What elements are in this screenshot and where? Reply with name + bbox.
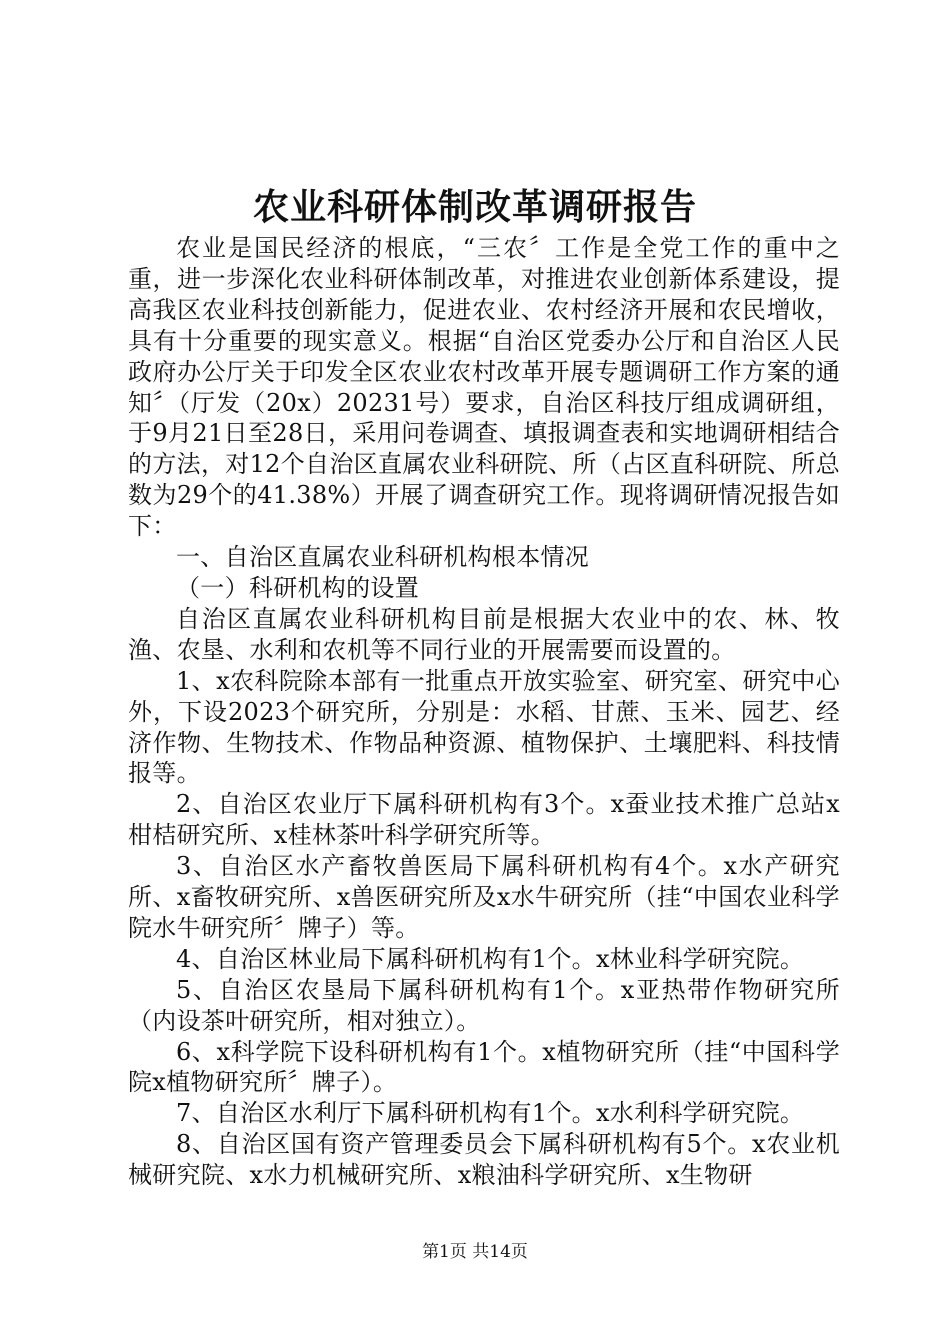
paragraph-overview: 自治区直属农业科研机构目前是根据大农业中的农、林、牧渔、农垦、水利和农机等不同行业的开展需要而设置的。 [128,604,840,664]
list-item-6: 6、x科学院下设科研机构有1个。x植物研究所（挂“中国科学院x植物研究所〞牌子）。 [128,1037,840,1097]
page-number-footer: 第1页 共14页 [422,1242,528,1262]
list-item-5: 5、自治区农垦局下属科研机构有1个。x亚热带作物研究所（内设茶叶研究所，相对独立）。 [128,975,840,1035]
list-item-3: 3、自治区水产畜牧兽医局下属科研机构有4个。x水产研究所、x畜牧研究所、x兽医研究所及x水牛研究所（挂“中国农业科学院水牛研究所〞牌子）等。 [128,852,840,942]
list-item-4: 4、自治区林业局下属科研机构有1个。x林业科学研究院。 [176,944,805,973]
list-item-8: 8、自治区国有资产管理委员会下属科研机构有5个。x农业机械研究院、x水力机械研究所、x粮油科学研究所、x生物研 [128,1130,840,1190]
subsection-heading-1: （一）科研机构的设置 [176,573,419,602]
document-body [128,233,840,1191]
paragraph-intro: 农业是国民经济的根底，“三农〞工作是全党工作的重中之重，进一步深化农业科研体制改革，对推进农业创新体系建设，提高我区农业科技创新能力，促进农业、农村经济开展和农民增收，具有十分重要的现实意义。根据“自治区党委办公厅和自治区人民政府办公厅关于印发全区农业农村改革开展专题调研工作方案的通知〞（厅发（20x）20231号）要求，自治区科技厅组成调研组，于9月21日至28日，采用问卷调查、填报调查表和实地调研相结合的方法，对12个自治区直属农业科研院、所（占区直科研院、所总数为29个的41.38%）开展了调查研究工作。现将调研情况报告如下： [128,234,840,541]
list-item-7: 7、自治区水利厅下属科研机构有1个。x水利科学研究院。 [176,1099,805,1128]
list-item-1: 1、x农科院除本部有一批重点开放实验室、研究室、研究中心外，下设2023个研究所，分别是：水稻、甘蔗、玉米、园艺、经济作物、生物技术、作物品种资源、植物保护、土壤肥料、科技情报等。 [128,666,840,788]
list-item-2: 2、自治区农业厅下属科研机构有3个。x蚕业技术推广总站x柑桔研究所、x桂林茶叶科学研究所等。 [128,790,840,850]
section-heading-1: 一、自治区直属农业科研机构根本情况 [176,543,590,572]
document-title: 农业科研体制改革调研报告 [252,186,697,228]
